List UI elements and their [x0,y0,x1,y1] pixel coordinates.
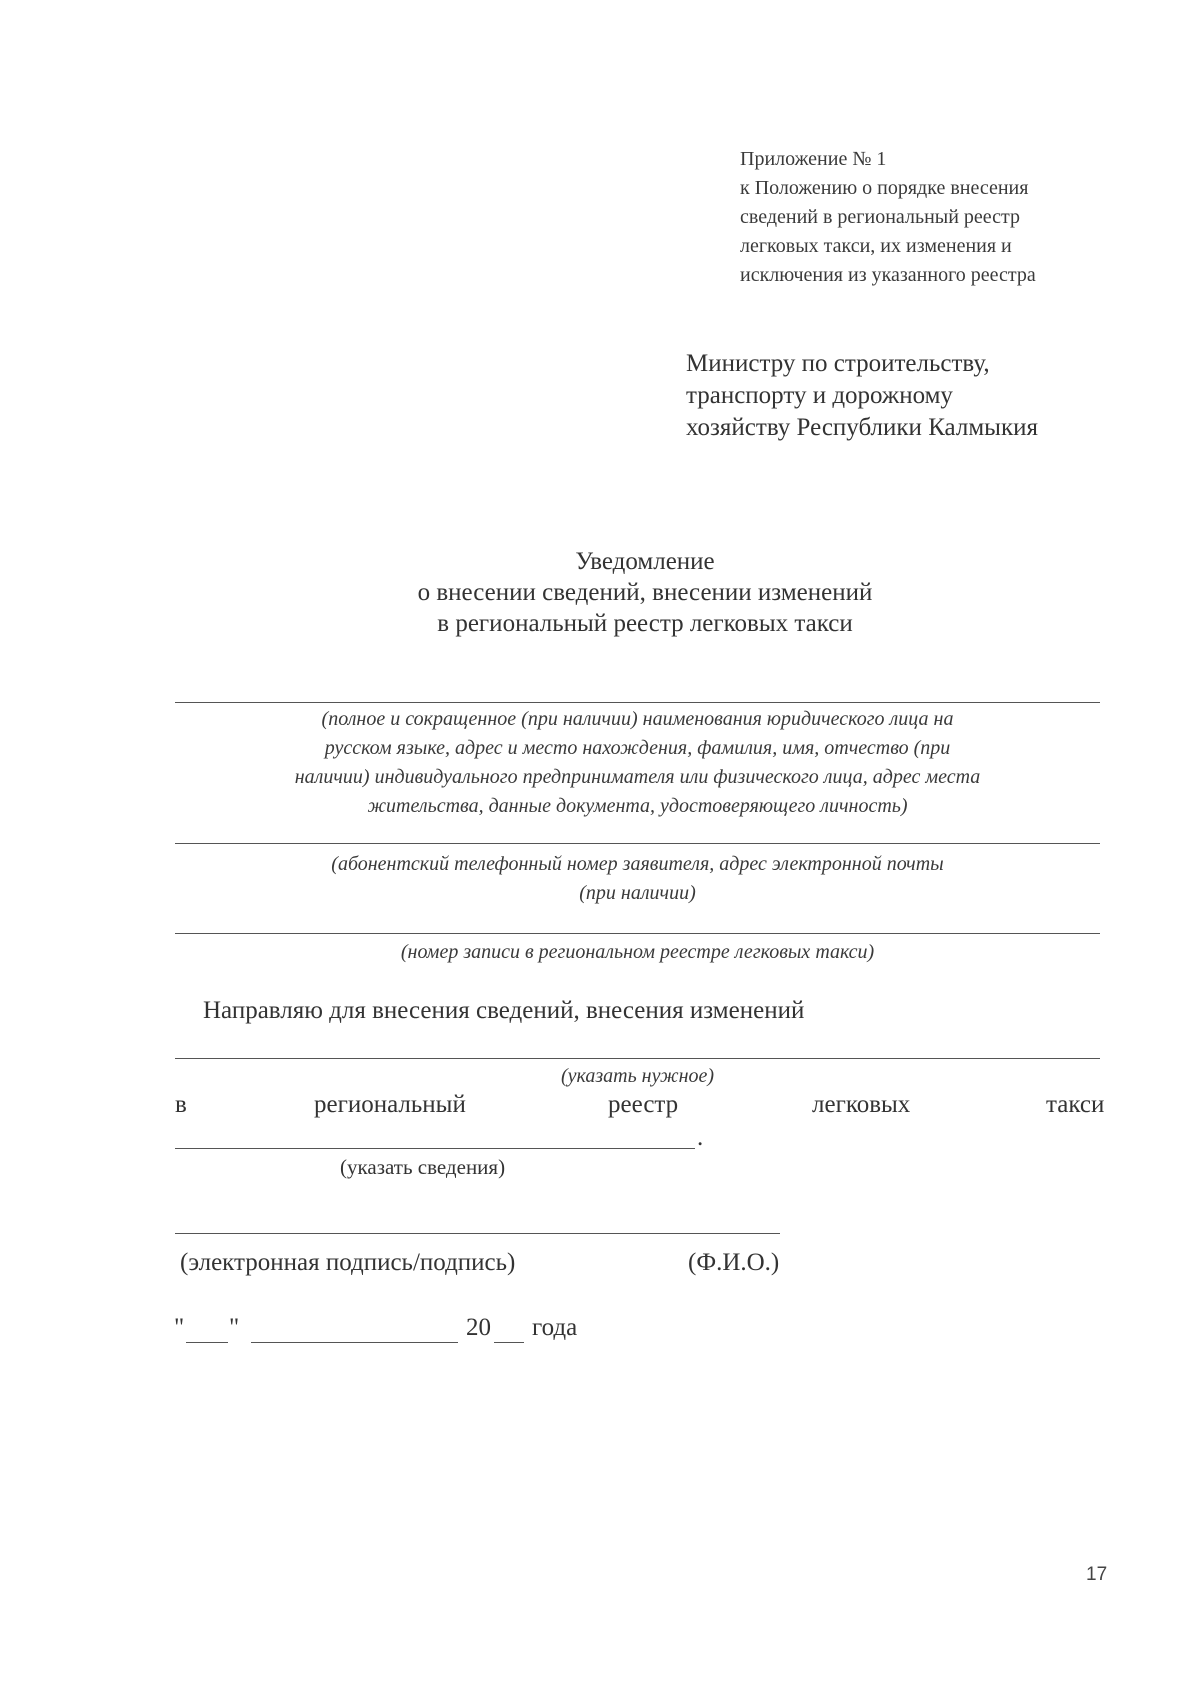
appendix-line: к Положению о порядке внесения [740,177,1029,199]
appendix-line: легковых такси, их изменения и [740,235,1012,257]
details-field-line[interactable] [175,1148,695,1149]
appendix-reference [740,145,1160,290]
contact-field-line[interactable] [175,843,1100,844]
caption-line: жительства, данные документа, удостоверяющего личность) [367,795,908,817]
signature-label: (электронная подпись/подпись) [180,1249,516,1276]
addressee-line: хозяйству Республики Калмыкия [686,414,1038,441]
title-line: о внесении сведений, внесении изменений [417,579,873,606]
applicant-field-caption [175,705,1100,821]
details-period: . [697,1124,704,1151]
addressee-line: Министру по строительству, [686,350,990,377]
justified-word: легковых [812,1091,911,1118]
date-month-field[interactable] [251,1342,458,1343]
caption-line: наличии) индивидуального предпринимателя или физического лица, адрес места [294,766,981,788]
contact-field-caption [175,850,1100,908]
details-caption: (указать сведения) [340,1155,506,1179]
date-day-field[interactable] [186,1342,228,1343]
date-year-field[interactable] [494,1342,524,1343]
caption-line: (абонентский телефонный номер заявителя, адрес электронной почты [331,853,944,875]
appendix-line: Приложение № 1 [740,148,887,170]
caption-line: русском языке, адрес и место нахождения, фамилия, имя, отчество (при [324,737,951,759]
title-line: в региональный реестр легковых такси [437,610,853,637]
applicant-field-line[interactable] [175,702,1100,703]
caption-line: (полное и сокращенное (при наличии) наименования юридического лица на [321,708,954,730]
date-close-quote: " [229,1314,240,1341]
justified-word: такси [1046,1091,1105,1118]
document-title [0,546,1200,639]
caption-line: (при наличии) [579,882,696,904]
title-line: Уведомление [575,548,715,575]
justified-word: в [175,1091,187,1118]
date-year-prefix: 20 [466,1314,491,1341]
date-open-quote: " [174,1314,185,1341]
full-name-label: (Ф.И.О.) [688,1249,780,1276]
justified-word: региональный [314,1091,466,1118]
choose-caption: (указать нужное) [560,1065,715,1087]
signature-field-line[interactable] [175,1233,780,1234]
record-number-field-line[interactable] [175,933,1100,934]
choose-field-line[interactable] [175,1058,1100,1059]
request-sentence: Направляю для внесения сведений, внесения изменений [203,997,805,1024]
addressee-block [686,348,1166,444]
page-number: 17 [1086,1564,1108,1585]
appendix-line: сведений в региональный реестр [740,206,1021,228]
addressee-line: транспорту и дорожному [686,382,953,409]
record-number-caption: (номер записи в региональном реестре легковых такси) [400,941,875,963]
justified-word: реестр [608,1091,679,1118]
date-year-suffix: года [532,1314,578,1341]
appendix-line: исключения из указанного реестра [740,264,1036,286]
